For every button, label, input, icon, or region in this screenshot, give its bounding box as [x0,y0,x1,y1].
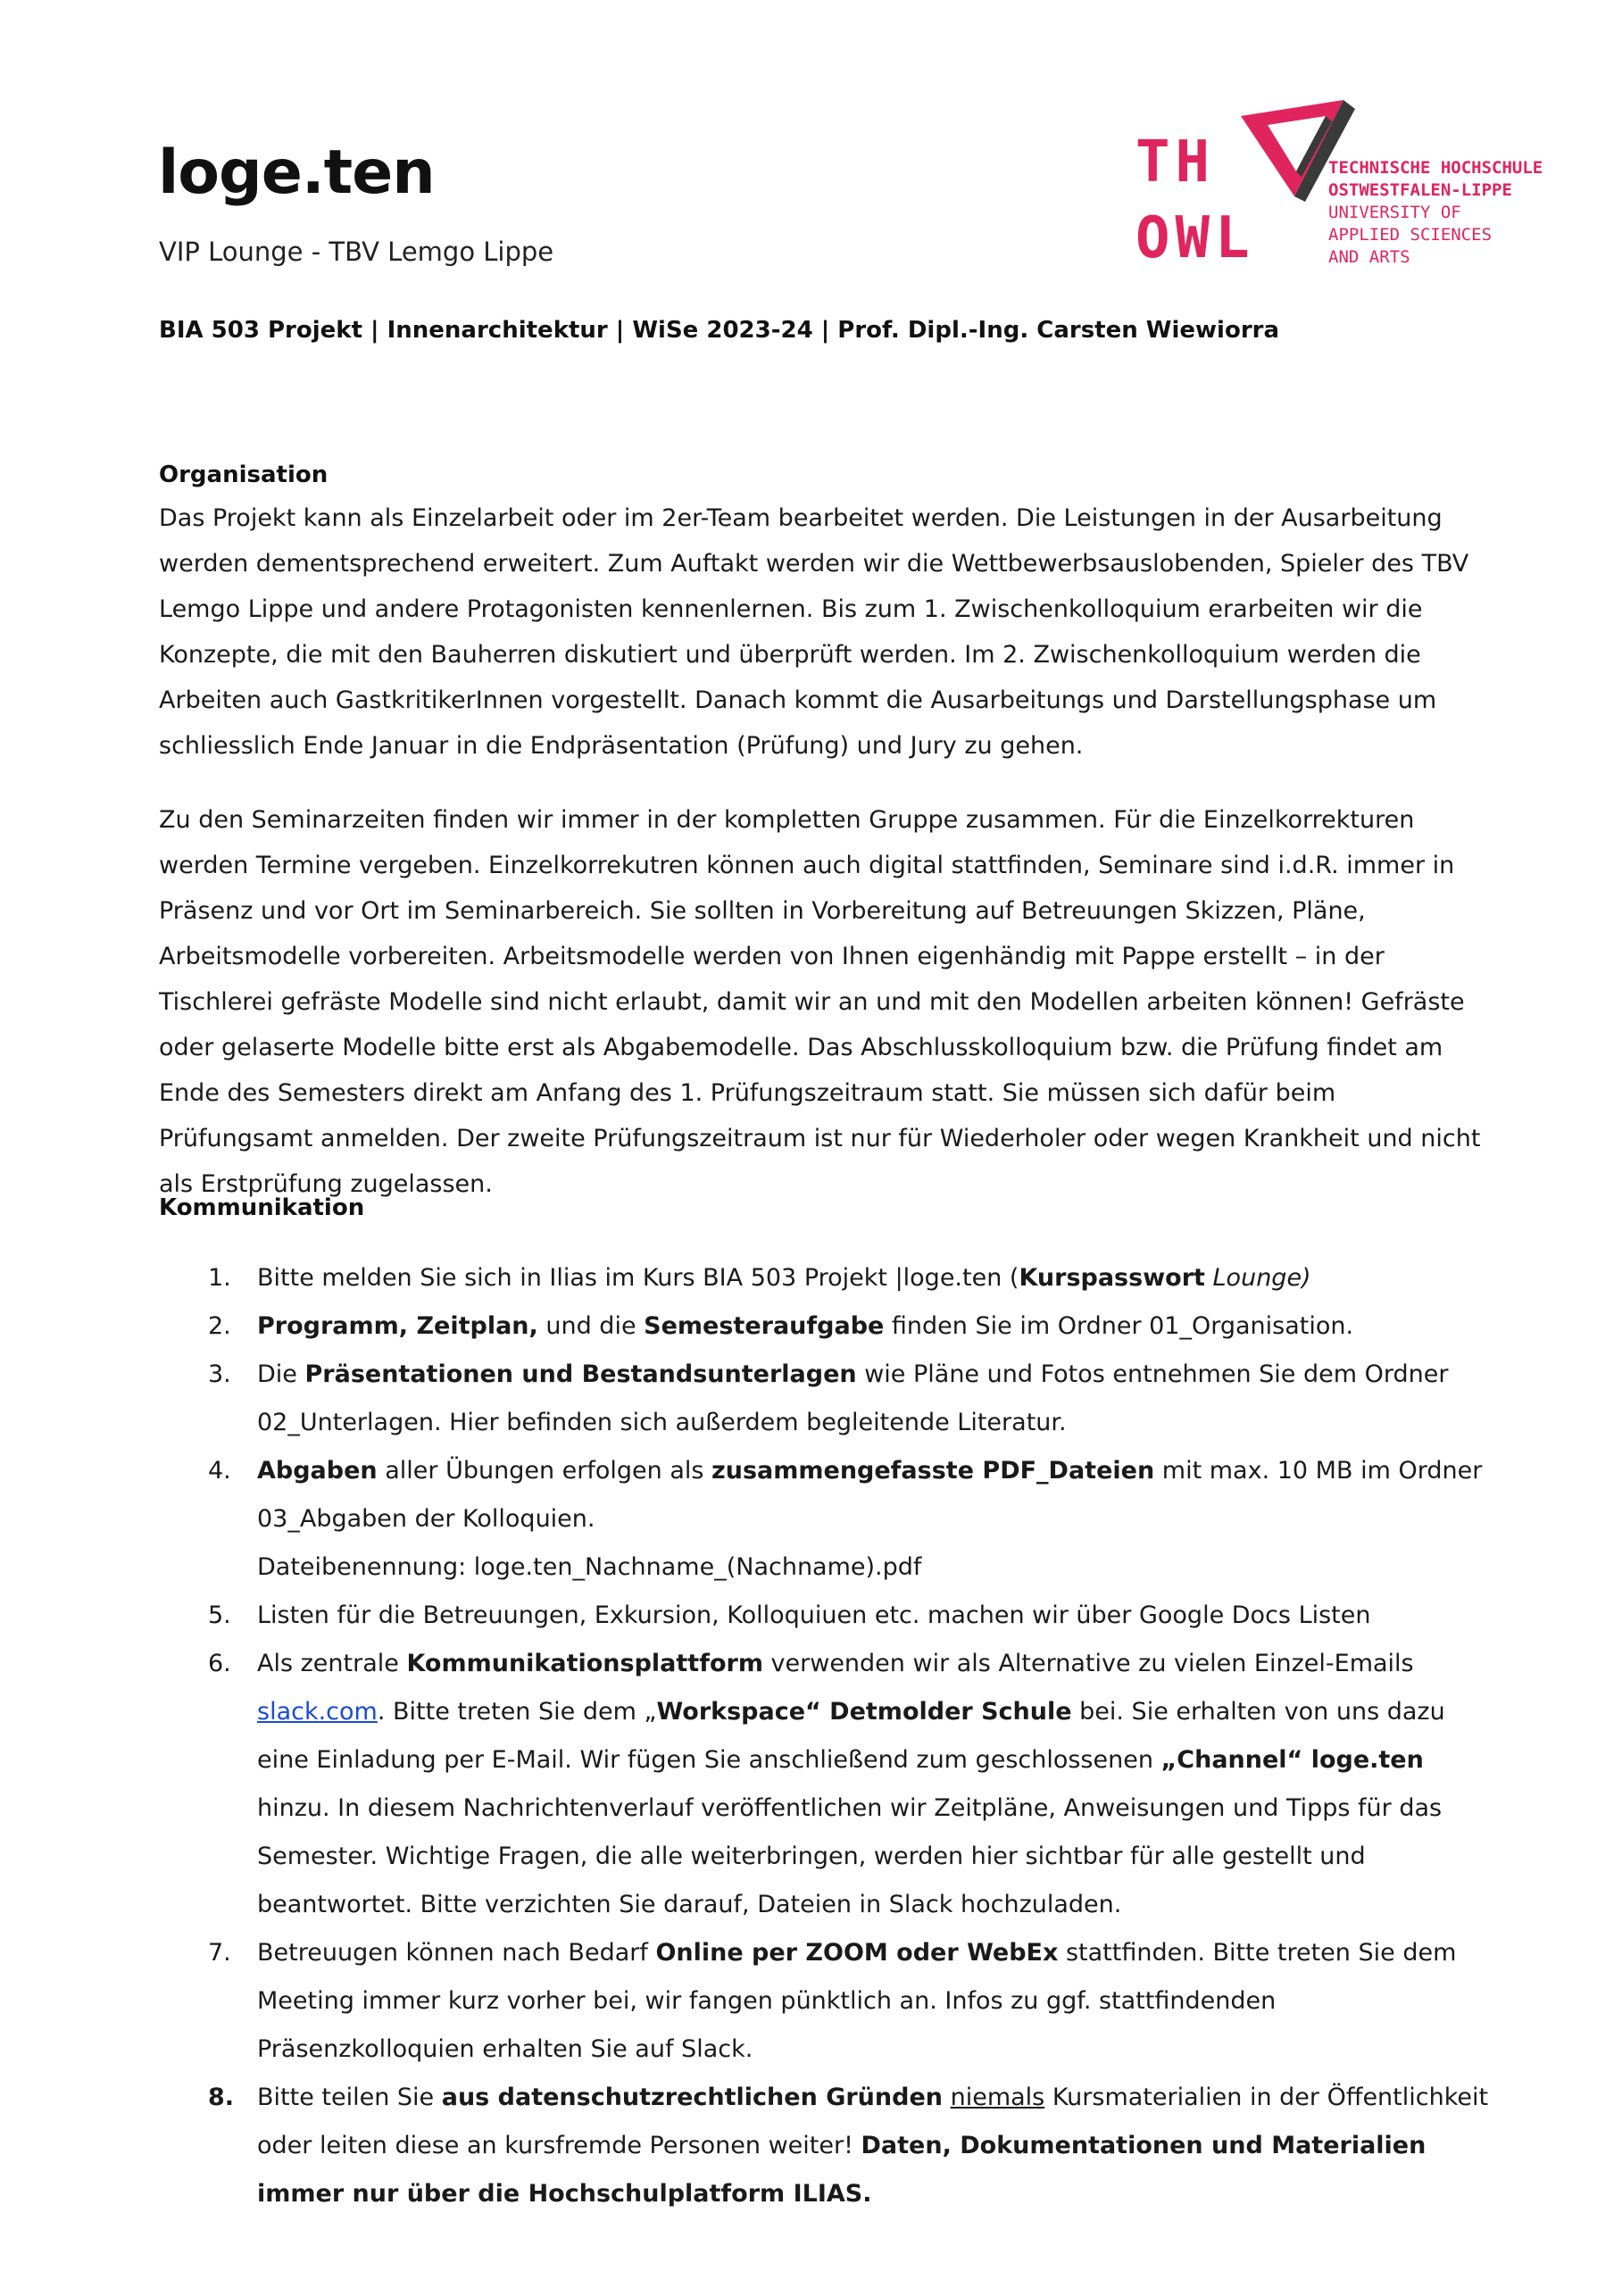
item-text: Bitte teilen Sie [257,2084,442,2111]
item-text: Bitte melden Sie sich in Ilias im Kurs BIA 503 Projekt |loge.ten ( [257,1264,1019,1292]
item-text [943,2084,951,2111]
item-bold: Präsentationen und Bestandsunterlagen [304,1360,857,1388]
logo-text-line: UNIVERSITY OF [1328,203,1461,222]
item-text: verwenden wir als Alternative zu vielen Einzel-Emails [762,1650,1414,1677]
logo-text-line: APPLIED SCIENCES [1328,225,1493,245]
document-subtitle: VIP Lounge - TBV Lemgo Lippe [159,237,554,267]
logo-owl-letters: OWL [1135,205,1255,271]
item-text: Listen für die Betreuungen, Exkursion, Kolloquiuen etc. machen wir über Google Docs Listen [257,1601,1371,1629]
list-number: 3. [208,1360,231,1388]
item-text: bei. Sie erhalten von uns dazu eine Einladung per E-Mail. Wir fügen Sie anschließend zum geschlossenen [257,1698,1445,1774]
section-heading-kommunikation: Kommunikation [159,1194,365,1221]
item-bold: Kurspasswort [1019,1264,1205,1292]
item-text: Die [257,1360,305,1388]
list-number: 2. [208,1312,231,1340]
list-number: 7. [208,1939,231,1967]
section-heading-organisation: Organisation [159,462,329,488]
item-text: und die [537,1312,645,1340]
th-owl-logo [1134,98,1562,277]
item-text: Als zentrale [257,1650,407,1677]
item-italic: Lounge) [1212,1264,1311,1292]
item-bold: Programm, Zeitplan, [257,1312,538,1340]
item-bold: aus datenschutzrechtlichen Gründen [441,2084,943,2111]
list-number: 6. [208,1650,231,1677]
logo-text-line: TECHNISCHE HOCHSCHULE [1328,158,1543,178]
paragraph-text: Das Projekt kann als Einzelarbeit oder im 2er-Team bearbeitet werden. Die Leistungen in der Ausarbeitung werden dementsprechend erweitert. Zum Auftakt werden wir die Wettbewerbsauslobenden, Spieler des TBV Lemgo Lippe und andere Protagonisten kennenlernen. Bis zum 1. Zwischenkolloquium erarbeiten wir die Konzepte, die mit den Bauherren diskutiert und überprüft werden. Im 2. Zwischenkolloquium werden die Arbeiten auch GastkritikerInnen vorgestellt. Danach kommt die Ausarbeitungs und Darstellungsphase um schliesslich Ende Januar in die Endpräsentation (Prüfung) und Jury zu gehen. [159,504,1469,760]
item-bold: Abgaben [257,1457,378,1485]
list-item [159,1592,1498,1640]
logo-institution-text [1328,157,1569,269]
list-item [159,1929,1498,2074]
course-info-line: BIA 503 Projekt | Innenarchitektur | WiSe 2023-24 | Prof. Dipl.-Ing. Carsten Wiewiorra [159,317,1280,344]
list-item [159,1302,1498,1351]
item-bold: Workspace“ Detmolder Schule [656,1698,1072,1726]
item-text: finden Sie im Ordner 01_Organisation. [884,1312,1354,1340]
logo-text-line: AND ARTS [1328,247,1410,267]
document-title: loge.ten [158,137,435,208]
organisation-paragraph-2 [159,797,1489,1207]
list-number: 5. [208,1601,231,1629]
item-bold: Daten, Dokumentationen und Materialien immer nur über die Hochschulplatform ILIAS. [257,2132,1427,2208]
logo-text-line: OSTWESTFALEN-LIPPE [1328,180,1512,200]
item-text [1205,1264,1213,1292]
list-number: 8. [208,2084,235,2111]
paragraph-text: Zu den Seminarzeiten finden wir immer in der kompletten Gruppe zusammen. Für die Einzelkorrekturen werden Termine vergeben. Einzelkorrekutren können auch digital stattfinden, Seminare sind i.d.R. immer in Präsenz und vor Ort im Seminarbereich. Sie sollten in Vorbereitung auf Betreuungen Skizzen, Pläne, Arbeitsmodelle vorbereiten. Arbeitsmodelle werden von Ihnen eigenhändig mit Pappe erstellt – in der Tischlerei gefräste Modelle sind nicht erlaubt, damit wir an und mit den Modellen arbeiten können! Gefräste oder gelaserte Modelle bitte erst als Abgabemodelle. Das Abschlusskolloquium bzw. die Prüfung findet am Ende des Semesters direkt am Anfang des 1. Prüfungszeitraum statt. Sie müssen sich dafür beim Prüfungsamt anmelden. Der zweite Prüfungszeitraum ist nur für Wiederholer oder wegen Krankheit und nicht als Erstprüfung zugelassen. [159,806,1481,1198]
item-bold: Kommunikationsplattform [406,1650,763,1677]
list-item [159,2074,1498,2218]
item-text: Kursmaterialien in der Öffentlichkeit oder leiten diese an kursfremde Personen weiter! [257,2084,1489,2159]
item-text: aller Übungen erfolgen als [377,1457,712,1485]
item-bold: „Channel“ loge.ten [1160,1746,1424,1774]
item-text: wie Pläne und Fotos entnehmen Sie dem Ordner 02_Unterlagen. Hier befinden sich außerdem begleitende Literatur. [257,1360,1449,1436]
list-item [159,1351,1498,1447]
item-underline: niemals [950,2084,1045,2111]
item-text: . Bitte treten Sie dem „ [377,1698,657,1726]
item-text: stattfinden. Bitte treten Sie dem Meeting immer kurz vorher bei, wir fangen pünktlich an. Infos zu ggf. stattfindenden Präsenzkolloquien erhalten Sie auf Slack. [257,1939,1457,2063]
logo-th-letters: TH [1135,129,1216,195]
list-item [159,1447,1498,1592]
item-bold: zusammengefasste PDF_Dateien [711,1457,1155,1485]
item-text-filename: Dateibenennung: loge.ten_Nachname_(Nachname).pdf [257,1553,922,1581]
kommunikation-list [159,1254,1498,2218]
item-bold: Online per ZOOM oder WebEx [655,1939,1059,1967]
item-text: Betreuugen können nach Bedarf [257,1939,656,1967]
item-bold: Semesteraufgabe [644,1312,885,1340]
item-text: mit max. 10 MB im Ordner 03_Abgaben der Kolloquien. [257,1457,1483,1533]
list-item [159,1254,1498,1302]
organisation-paragraph-1 [159,495,1489,769]
list-number: 1. [208,1264,231,1292]
list-number: 4. [208,1457,231,1485]
list-item [159,1640,1498,1929]
item-text: hinzu. In diesem Nachrichtenverlauf veröffentlichen wir Zeitpläne, Anweisungen und Tipps für das Semester. Wichtige Fragen, die alle weiterbringen, werden hier sichtbar für alle gestellt und beantwortet. Bitte verzichten Sie darauf, Dateien in Slack hochzuladen. [257,1794,1443,1918]
slack-link[interactable]: slack.com [257,1698,378,1726]
